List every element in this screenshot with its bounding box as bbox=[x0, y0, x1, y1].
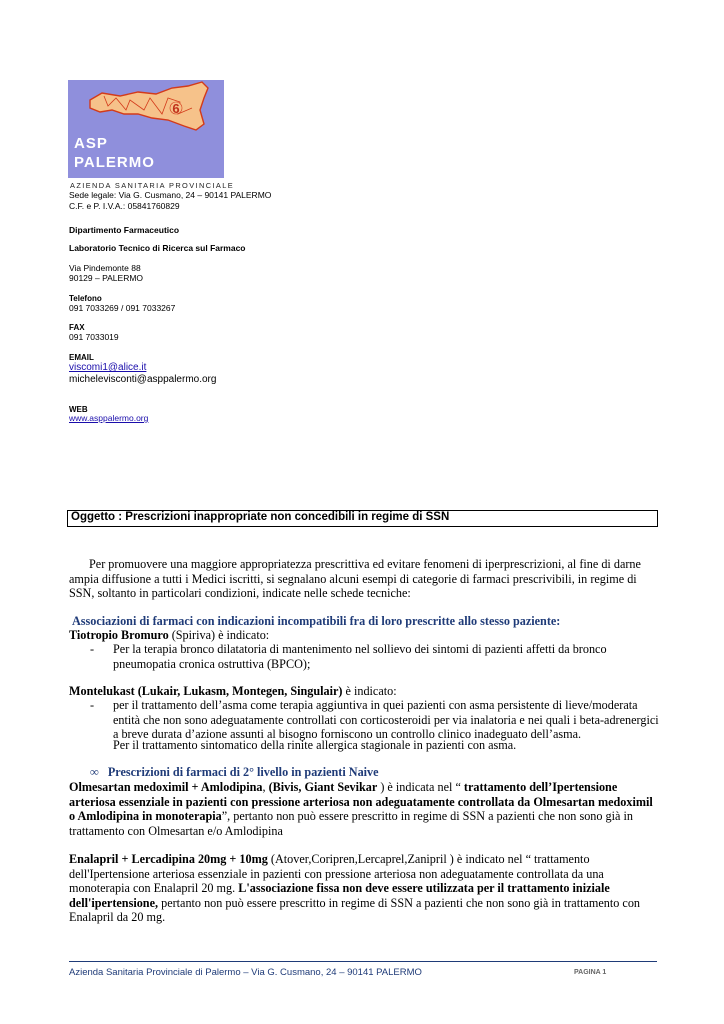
drug2-bullet-b: Per il trattamento sintomatico della rinite allergica stagionale in pazienti con asma. bbox=[113, 738, 517, 752]
footer-divider bbox=[69, 961, 657, 962]
logo-palermo: PALERMO bbox=[74, 154, 155, 171]
bullet-dash: - bbox=[90, 698, 95, 712]
olmesartan-brands: (Bivis, Giant Sevikar bbox=[268, 780, 378, 794]
drug2-name: Montelukast (Lukair, Lukasm, Montegen, Singulair) bbox=[69, 684, 343, 698]
web-label: WEB bbox=[69, 405, 88, 414]
cf-piva: C.F. e P. I.V.A.: 05841760829 bbox=[69, 201, 180, 211]
subject-text: Oggetto : Prescrizioni inappropriate non concedibili in regime di SSN bbox=[71, 511, 450, 523]
fax-value: 091 7033019 bbox=[69, 332, 119, 342]
address-cap: 90129 – PALERMO bbox=[69, 273, 144, 283]
olmesartan-indication: trattamento dell’Ipertensione arteriosa essenziale in pazienti con pressione arteriosa non adeguatamente controllata da Olmesartan medoximil o Amlodipina in monoterapia bbox=[69, 780, 653, 823]
intro-paragraph: Per promuovere una maggiore appropriatezza prescrittiva ed evitare fenomeni di iperprescrizioni, al fine di darne ampia diffusione a tutti i Medici iscritti, si segnalano alcuni esempi di categorie di farmaci prescrivibili, in regime di SSN, soltanto in particolari condizioni, indicate nelle schede tecniche: bbox=[69, 557, 641, 600]
sicily-map-icon bbox=[68, 80, 224, 140]
email-link[interactable]: viscomi1@alice.it bbox=[69, 362, 147, 373]
drug2-bullet-a: per il trattamento dell’asma come terapia aggiuntiva in quei pazienti con asma persistente di lieve/moderata entità che non sono adeguatamente controllati con corticosteroidi per via inalatoria e nei quali i beta-adrenergici a breve durata d’azione assunti al bisogno forniscono un controllo clinico inadeguato dell’asma. bbox=[113, 698, 659, 741]
bullet-dash: - bbox=[90, 642, 95, 656]
drug2-line bbox=[69, 684, 659, 699]
enalapril-paragraph bbox=[69, 852, 659, 925]
address-street: Via Pindemonte 88 bbox=[69, 263, 141, 273]
fax-label: FAX bbox=[69, 323, 85, 332]
enalapril-name: Enalapril + Lercadipina 20mg + 10mg bbox=[69, 852, 268, 866]
olmesartan-text-a: ) è indicata nel “ bbox=[377, 780, 464, 794]
email-label: EMAIL bbox=[69, 353, 94, 362]
enalapril-text-b: pertanto non può essere prescritto in regime di SSN a pazienti che non sono già in trattamento con Enalapril da 20 mg. bbox=[69, 895, 641, 924]
olmesartan-text-b: ”, pertanto non può essere prescritto in regime di SSN a pazienti che non sono già in trattamento con Olmesartan e/o Amlodipina bbox=[69, 809, 633, 838]
olmesartan-paragraph bbox=[69, 780, 659, 838]
logo-subtitle: AZIENDA SANITARIA PROVINCIALE bbox=[70, 181, 235, 190]
logo-asp: ASP bbox=[74, 135, 108, 152]
enalapril-text-a: (Atover,Coripren,Lercaprel,Zanipril ) è indicato nel “ trattamento dell'Ipertensione arteriosa essenziale in pazienti con pressione arteriosa non adeguatamente controllata da una monoterapia con Enalapril 20 mg. bbox=[69, 852, 604, 895]
subject-box bbox=[67, 510, 658, 527]
drug2-rest: è indicato: bbox=[342, 684, 397, 698]
email-secondary: michelevisconti@asppalermo.org bbox=[69, 374, 217, 385]
dipartimento: Dipartimento Farmaceutico bbox=[69, 225, 180, 235]
olmesartan-name: Olmesartan medoximil + Amlodipina bbox=[69, 780, 263, 794]
web-link[interactable]: www.asppalermo.org bbox=[69, 413, 149, 423]
infinity-bullet-icon: ∞ bbox=[90, 765, 99, 779]
telefono-label: Telefono bbox=[69, 294, 102, 303]
page-number: PAGINA 1 bbox=[574, 969, 607, 976]
asp-logo bbox=[68, 80, 235, 192]
drug1-rest: (Spiriva) è indicato: bbox=[168, 628, 270, 642]
laboratorio: Laboratorio Tecnico di Ricerca sul Farmaco bbox=[69, 243, 246, 253]
telefono-value: 091 7033269 / 091 7033267 bbox=[69, 303, 176, 313]
section2-heading: Prescrizioni di farmaci di 2° livello in pazienti Naive bbox=[107, 765, 379, 779]
drug1-line bbox=[69, 628, 659, 643]
section2-heading-line bbox=[90, 765, 680, 780]
drug1-name: Tiotropio Bromuro bbox=[69, 628, 169, 642]
olmesartan-sep: , bbox=[262, 780, 269, 794]
sede-legale: Sede legale: Via G. Cusmano, 24 – 90141 PALERMO bbox=[69, 190, 272, 200]
drug1-bullet: Per la terapia bronco dilatatoria di mantenimento nel sollievo dei sintomi di pazienti affetti da bronco pneumopatia cronica ostruttiva (BPCO); bbox=[113, 642, 607, 671]
logo-number: 6 bbox=[172, 101, 180, 116]
section1-heading: Associazioni di farmaci con indicazioni incompatibili fra di loro prescritte allo stesso paziente: bbox=[72, 614, 561, 628]
enalapril-warning: L'associazione fissa non deve essere utilizzata per il trattamento iniziale dell'ipertensione, bbox=[69, 881, 610, 910]
footer-address: Azienda Sanitaria Provinciale di Palermo – Via G. Cusmano, 24 – 90141 PALERMO bbox=[69, 967, 422, 978]
